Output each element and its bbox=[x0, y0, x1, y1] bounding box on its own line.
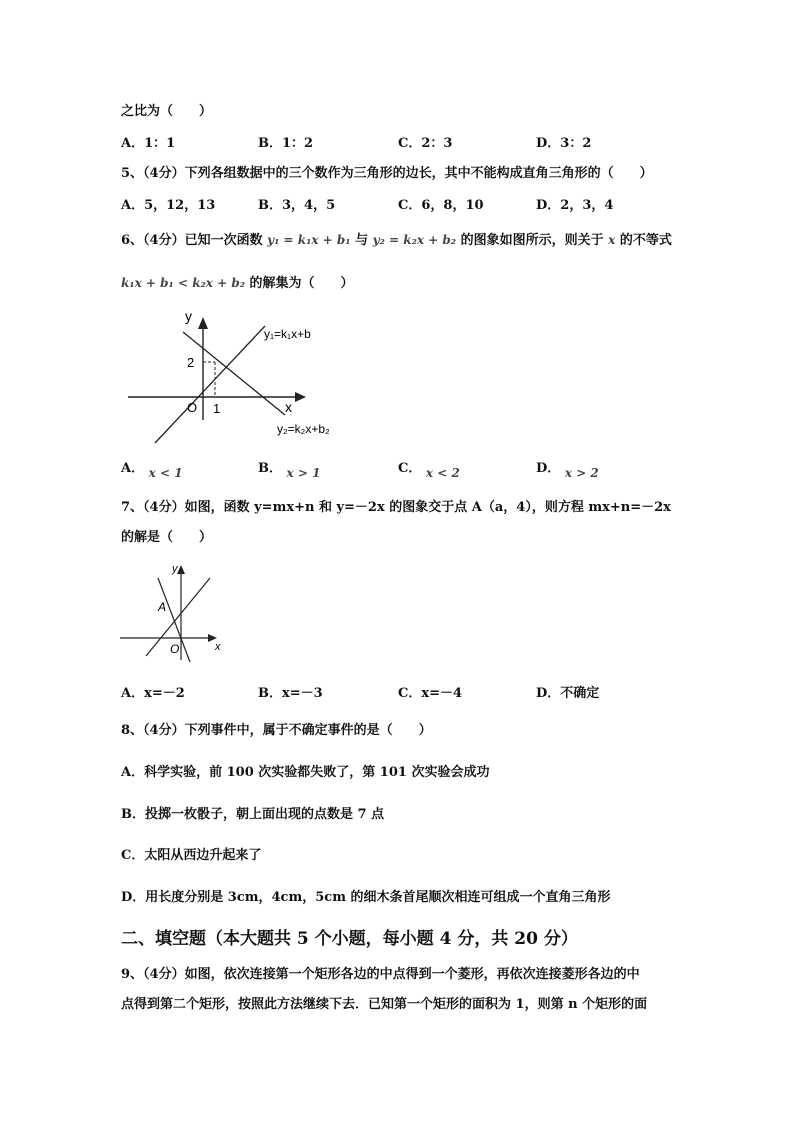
q7-option-b: B．x=－3 bbox=[258, 686, 323, 701]
q6-inequality: k₁x + b₁ < k₂x + b₂ bbox=[121, 276, 245, 290]
q6-option-c bbox=[398, 459, 460, 478]
q5-option-d: D．2，3，4 bbox=[536, 198, 614, 213]
q7-y-arrow-icon bbox=[177, 565, 185, 574]
section-title: 二、填空题（本大题共 5 个小题，每小题 4 分，共 20 分） bbox=[121, 929, 578, 949]
q6-stem-a: 6、（4分）已知一次函数 bbox=[121, 233, 263, 248]
q7-label-y: y bbox=[172, 563, 178, 575]
q7-label-a: A bbox=[158, 600, 167, 614]
q6-option-a bbox=[121, 459, 183, 478]
q6-option-b-math: x > 1 bbox=[286, 466, 321, 480]
q6-stem bbox=[121, 231, 672, 250]
q6-label-y: y bbox=[185, 308, 192, 324]
q6-y-arrow-icon bbox=[198, 317, 208, 329]
q6-variable: x bbox=[608, 233, 616, 247]
q6-option-d bbox=[536, 459, 599, 478]
q6-option-b-letter: B． bbox=[258, 461, 282, 476]
q7-stem: 7、（4分）如图，函数 y=mx+n 和 y=－2x 的图象交于点 A（a，4），则方程 mx+n=－2x bbox=[121, 500, 671, 515]
q6-option-d-math: x > 2 bbox=[564, 466, 599, 480]
q6-option-d-letter: D． bbox=[536, 461, 561, 476]
q7-option-a: A．x=－2 bbox=[121, 686, 185, 701]
q5-stem: 5、（4分）下列各组数据中的三个数作为三角形的边长，其中不能构成直角三角形的（ ） bbox=[121, 166, 653, 181]
q7-label-x: x bbox=[215, 641, 221, 653]
q6-label-two: 2 bbox=[187, 355, 195, 370]
q6-option-a-math: x < 1 bbox=[148, 466, 183, 480]
q7-label-origin: O bbox=[170, 642, 180, 656]
q5-option-c: C．6，8，10 bbox=[398, 198, 484, 213]
q6-formula-2: y₂ = k₂x + b₂ bbox=[372, 233, 457, 247]
q6-stem-line2 bbox=[121, 274, 354, 293]
q6-formula-1: y₁ = k₁x + b₁ bbox=[267, 233, 351, 247]
q6-label-one: 1 bbox=[213, 401, 221, 416]
q7-option-c: C．x=－4 bbox=[398, 686, 463, 701]
q6-option-a-letter: A． bbox=[121, 461, 145, 476]
q9-line-2: 点得到第二个矩形，按照此方法继续下去．已知第一个矩形的面积为 1，则第 n 个矩形的面 bbox=[121, 997, 648, 1012]
q6-graph bbox=[125, 308, 365, 444]
q6-and: 与 bbox=[355, 233, 369, 248]
q6-x-arrow-icon bbox=[295, 392, 306, 402]
q6-option-c-math: x < 2 bbox=[425, 466, 460, 480]
q6-stem-b: 的图象如图所示，则关于 bbox=[460, 233, 604, 248]
q8-option-a: A．科学实验，前 100 次实验都失败了，第 101 次实验会成功 bbox=[121, 765, 490, 780]
q6-stem-c: 的不等式 bbox=[619, 233, 672, 248]
q4-option-c: C．2：3 bbox=[398, 136, 453, 151]
q6-option-b bbox=[258, 459, 320, 478]
q9-line-1: 9、（4分）如图，依次连接第一个矩形各边的中点得到一个菱形，再依次连接菱形各边的中 bbox=[121, 967, 640, 982]
q7-option-d: D．不确定 bbox=[536, 686, 600, 701]
q7-graph bbox=[118, 560, 230, 664]
q8-option-c: C．太阳从西边升起来了 bbox=[121, 848, 262, 863]
q6-stem-d: 的解集为（ ） bbox=[249, 276, 354, 291]
q5-option-b: B．3，4，5 bbox=[258, 198, 336, 213]
q4-option-a: A．1：1 bbox=[121, 136, 176, 151]
q6-label-line1: y₁=k₁x+b bbox=[264, 327, 311, 341]
q4-option-d: D．3：2 bbox=[536, 136, 592, 151]
q8-stem: 8、（4分）下列事件中，属于不确定事件的是（ ） bbox=[121, 723, 432, 738]
q6-label-x: x bbox=[285, 399, 292, 415]
q5-option-a: A．5，12，13 bbox=[121, 198, 216, 213]
q6-label-line2: y₂=k₂x+b₂ bbox=[277, 422, 330, 436]
q6-line-y2 bbox=[183, 332, 285, 415]
q7-stem-line2: 的解是（ ） bbox=[121, 530, 213, 545]
q6-label-origin: O bbox=[187, 400, 198, 415]
q6-option-c-letter: C． bbox=[398, 461, 422, 476]
continued-stem: 之比为（ ） bbox=[121, 104, 213, 119]
q4-option-b: B．1：2 bbox=[258, 136, 314, 151]
q8-option-b: B．投掷一枚骰子，朝上面出现的点数是 7 点 bbox=[121, 807, 385, 822]
q8-option-d: D．用长度分别是 3cm，4cm，5cm 的细木条首尾顺次相连可组成一个直角三角形 bbox=[121, 890, 611, 905]
